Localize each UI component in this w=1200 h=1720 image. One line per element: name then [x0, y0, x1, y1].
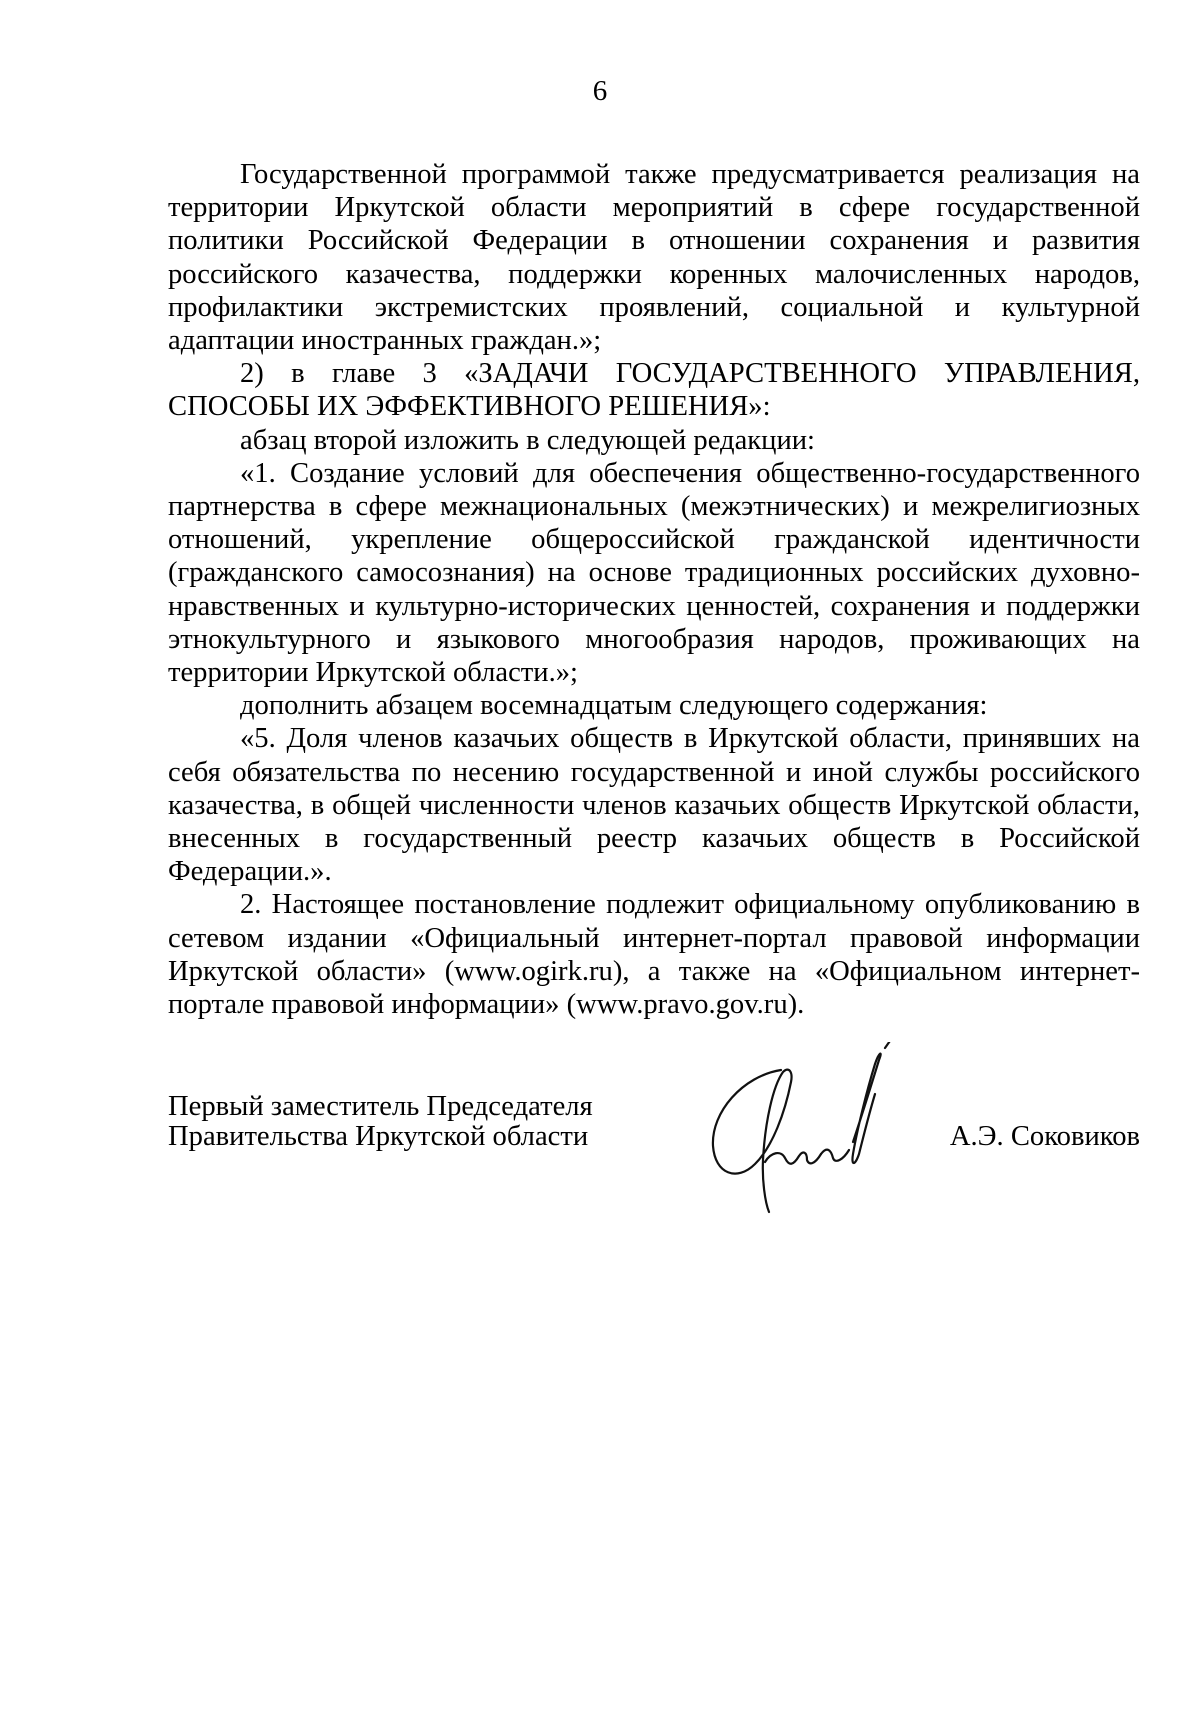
paragraph-add-eighteenth: дополнить абзацем восемнадцатым следующего содержания:	[240, 690, 988, 722]
signer-position-line-1: Первый заместитель Председателя	[168, 1091, 593, 1122]
signer-name: А.Э. Соковиков	[949, 1121, 1140, 1152]
document-body	[168, 158, 1140, 1021]
paragraph-chapter-3-amendment: 2) в главе 3 «ЗАДАЧИ ГОСУДАРСТВЕННОГО УПРАВЛЕНИЯ, СПОСОБЫ ИХ ЭФФЕКТИВНОГО РЕШЕНИЯ»:	[168, 358, 1140, 423]
signature-block	[168, 1092, 1140, 1212]
paragraph-program-description: Государственной программой также предусматривается реализация на территории Иркутской области мероприятий в сфере государственной политики Российской Федерации в отношении сохранения и развития российского казачества, поддержки коренных малочисленных народов, профилактики экстремистских проявлений, социальной и культурной адаптации иностранных граждан.»;	[168, 159, 1140, 357]
signer-position-line-2: Правительства Иркутской области	[168, 1121, 589, 1152]
page-number: 6	[592, 75, 608, 107]
paragraph-publication: 2. Настоящее постановление подлежит официальному опубликованию в сетевом издании «Официальный интернет-портал правовой информации Иркутской области» (www.ogirk.ru), а также на «Официальном интернет-портале правовой информации» (www.pravo.gov.ru).	[168, 889, 1140, 1021]
paragraph-second-abzac: абзац второй изложить в следующей редакции:	[240, 424, 816, 456]
paragraph-indicator-5: «5. Доля членов казачьих обществ в Иркутской области, принявших на себя обязательства по несению государственной и иной службы российского казачества, в общей численности членов казачьих обществ Иркутской области, внесенных в государственный реестр казачьих обществ в Российской Федерации.».	[168, 723, 1140, 888]
paragraph-task-1: «1. Создание условий для обеспечения общественно-государственного партнерства в сфере межнациональных (межэтнических) и межрелигиозных отношений, укрепление общероссийской гражданской идентичности (гражданского самосознания) на основе традиционных российских духовно-нравственных и культурно-исторических ценностей, сохранения и поддержки этнокультурного и языкового многообразия народов, проживающих на территории Иркутской области.»;	[168, 457, 1140, 689]
handwritten-signature	[703, 1042, 903, 1232]
signer-position	[168, 1092, 593, 1152]
